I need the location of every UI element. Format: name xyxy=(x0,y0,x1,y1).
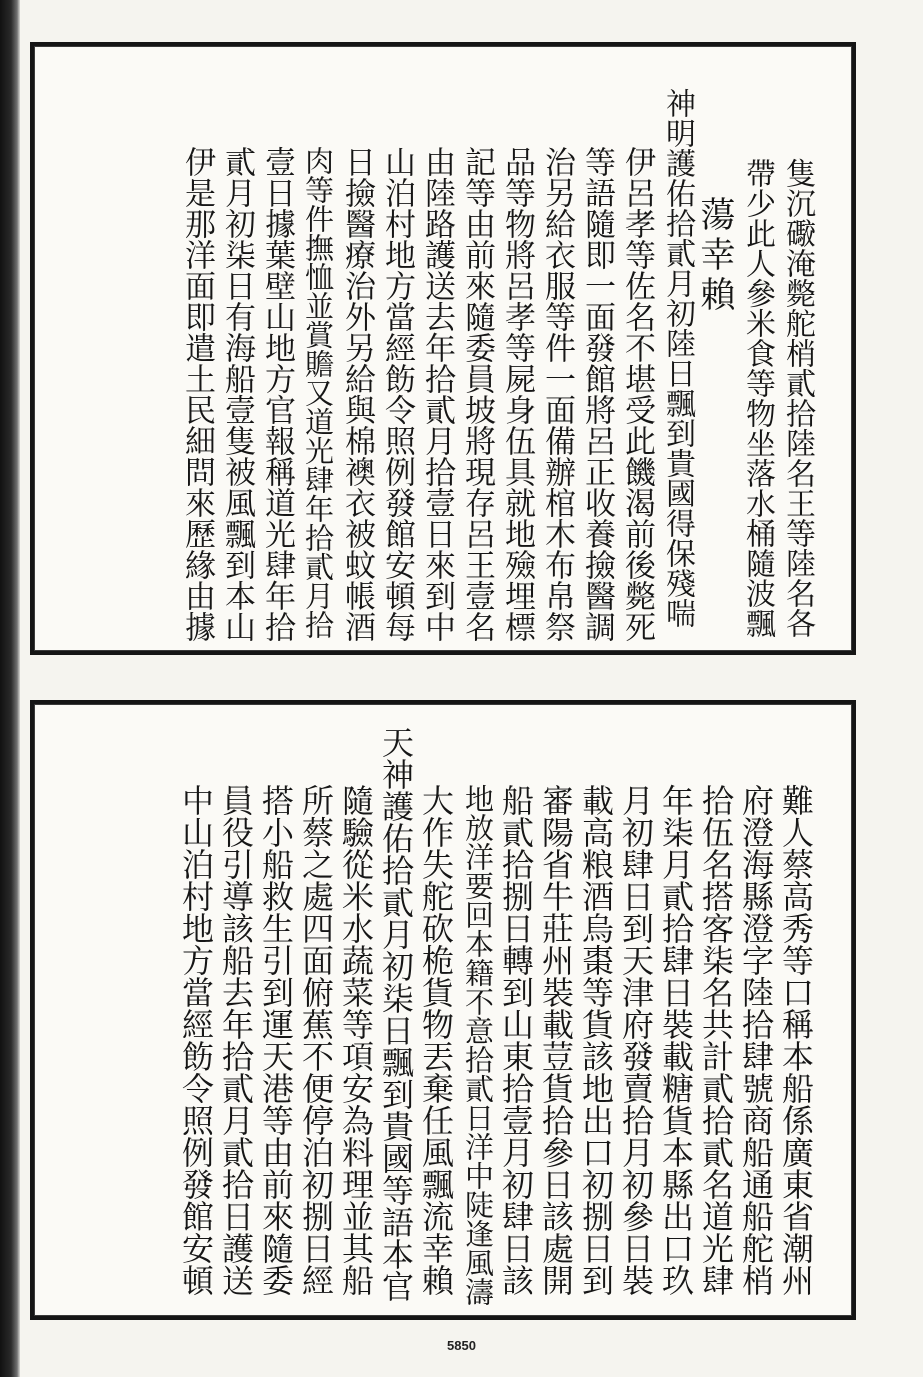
text-column: 大作失舵砍桅貨物丟棄任風飄流幸賴 xyxy=(417,784,455,1296)
text-column: 所蔡之處四面俯蕉不便停泊初捌日經 xyxy=(297,784,335,1296)
text-column: 伊是那洋面即遣土民細問來歷緣由據 xyxy=(179,146,215,642)
text-column: 帶少此人參米食等物坐落水桶隨波飄 xyxy=(740,158,775,638)
text-column: 品等物將呂孝等屍身伍具就地殮埋標 xyxy=(499,146,535,642)
bottom-manuscript-panel xyxy=(30,700,856,1320)
text-column: 難人蔡高秀等口稱本船係廣東省潮州 xyxy=(777,784,815,1296)
text-column: 中山泊村地方當經飭令照例發館安頓 xyxy=(177,784,215,1296)
text-column: 員役引導該船去年拾貳月貳拾日護送 xyxy=(217,784,255,1296)
text-column: 等語隨即一面發館將呂正收養撿醫調 xyxy=(579,146,615,642)
text-column: 記等由前來隨委員坡將現存呂王壹名 xyxy=(459,146,495,642)
text-column: 貳月初柒日有海船壹隻被風飄到本山 xyxy=(219,146,255,642)
text-column: 年柒月貳拾肆日裝載糖貨本縣出口玖 xyxy=(657,784,695,1296)
text-column: 山泊村地方當經飭令照例發館安頓每 xyxy=(379,146,415,642)
text-column: 地放洋要回本籍不意拾貳日洋中陡逢風濤 xyxy=(461,784,495,1306)
text-column: 載高粮酒烏棗等貨該地出口初捌日到 xyxy=(577,784,615,1296)
text-column: 拾伍名搭客柒名共計貳拾貳名道光肆 xyxy=(697,784,735,1296)
text-column: 蕩幸賴 xyxy=(695,196,735,316)
text-column: 月初肆日到天津府發賣拾月初參日裝 xyxy=(617,784,655,1296)
text-column: 治另給衣服等件一面備辦棺木布帛祭 xyxy=(539,146,575,642)
book-binding-gutter xyxy=(0,0,20,1377)
text-column: 審陽省牛莊州裝載荳貨拾參日該處開 xyxy=(537,784,575,1296)
text-column: 船貳拾捌日轉到山東拾壹月初肆日該 xyxy=(497,784,535,1296)
text-column: 伊呂孝等佐名不堪受此饑渴前後斃死 xyxy=(619,146,655,642)
text-column: 由陸路護送去年拾貳月拾壹日來到中 xyxy=(419,146,455,642)
text-column: 壹日據葉壁山地方官報稱道光肆年拾 xyxy=(259,146,295,642)
text-column: 肉等件撫恤並賞贍又道光肆年拾貳月拾 xyxy=(301,146,335,639)
text-column: 日撿醫療治外另給與棉襖衣被蚊帳酒 xyxy=(339,146,375,642)
text-column: 府澄海縣澄字陸拾肆號商船通船舵梢 xyxy=(737,784,775,1296)
text-column: 搭小船救生引到運天港等由前來隨委 xyxy=(257,784,295,1296)
text-column: 隻沉礮淹斃舵梢貳拾陸名王等陸名各 xyxy=(780,158,815,638)
text-column: 隨驗從米水蔬菜等項安為料理並其船 xyxy=(337,784,375,1296)
text-column: 天神護佑拾貳月初柒日飄到貴國等語本官 xyxy=(377,726,415,1302)
text-column: 神明護佑拾貳月初陸日飄到貴國得保殘喘 xyxy=(660,88,695,628)
top-manuscript-panel xyxy=(30,42,856,655)
page-number: 5850 xyxy=(447,1338,476,1353)
